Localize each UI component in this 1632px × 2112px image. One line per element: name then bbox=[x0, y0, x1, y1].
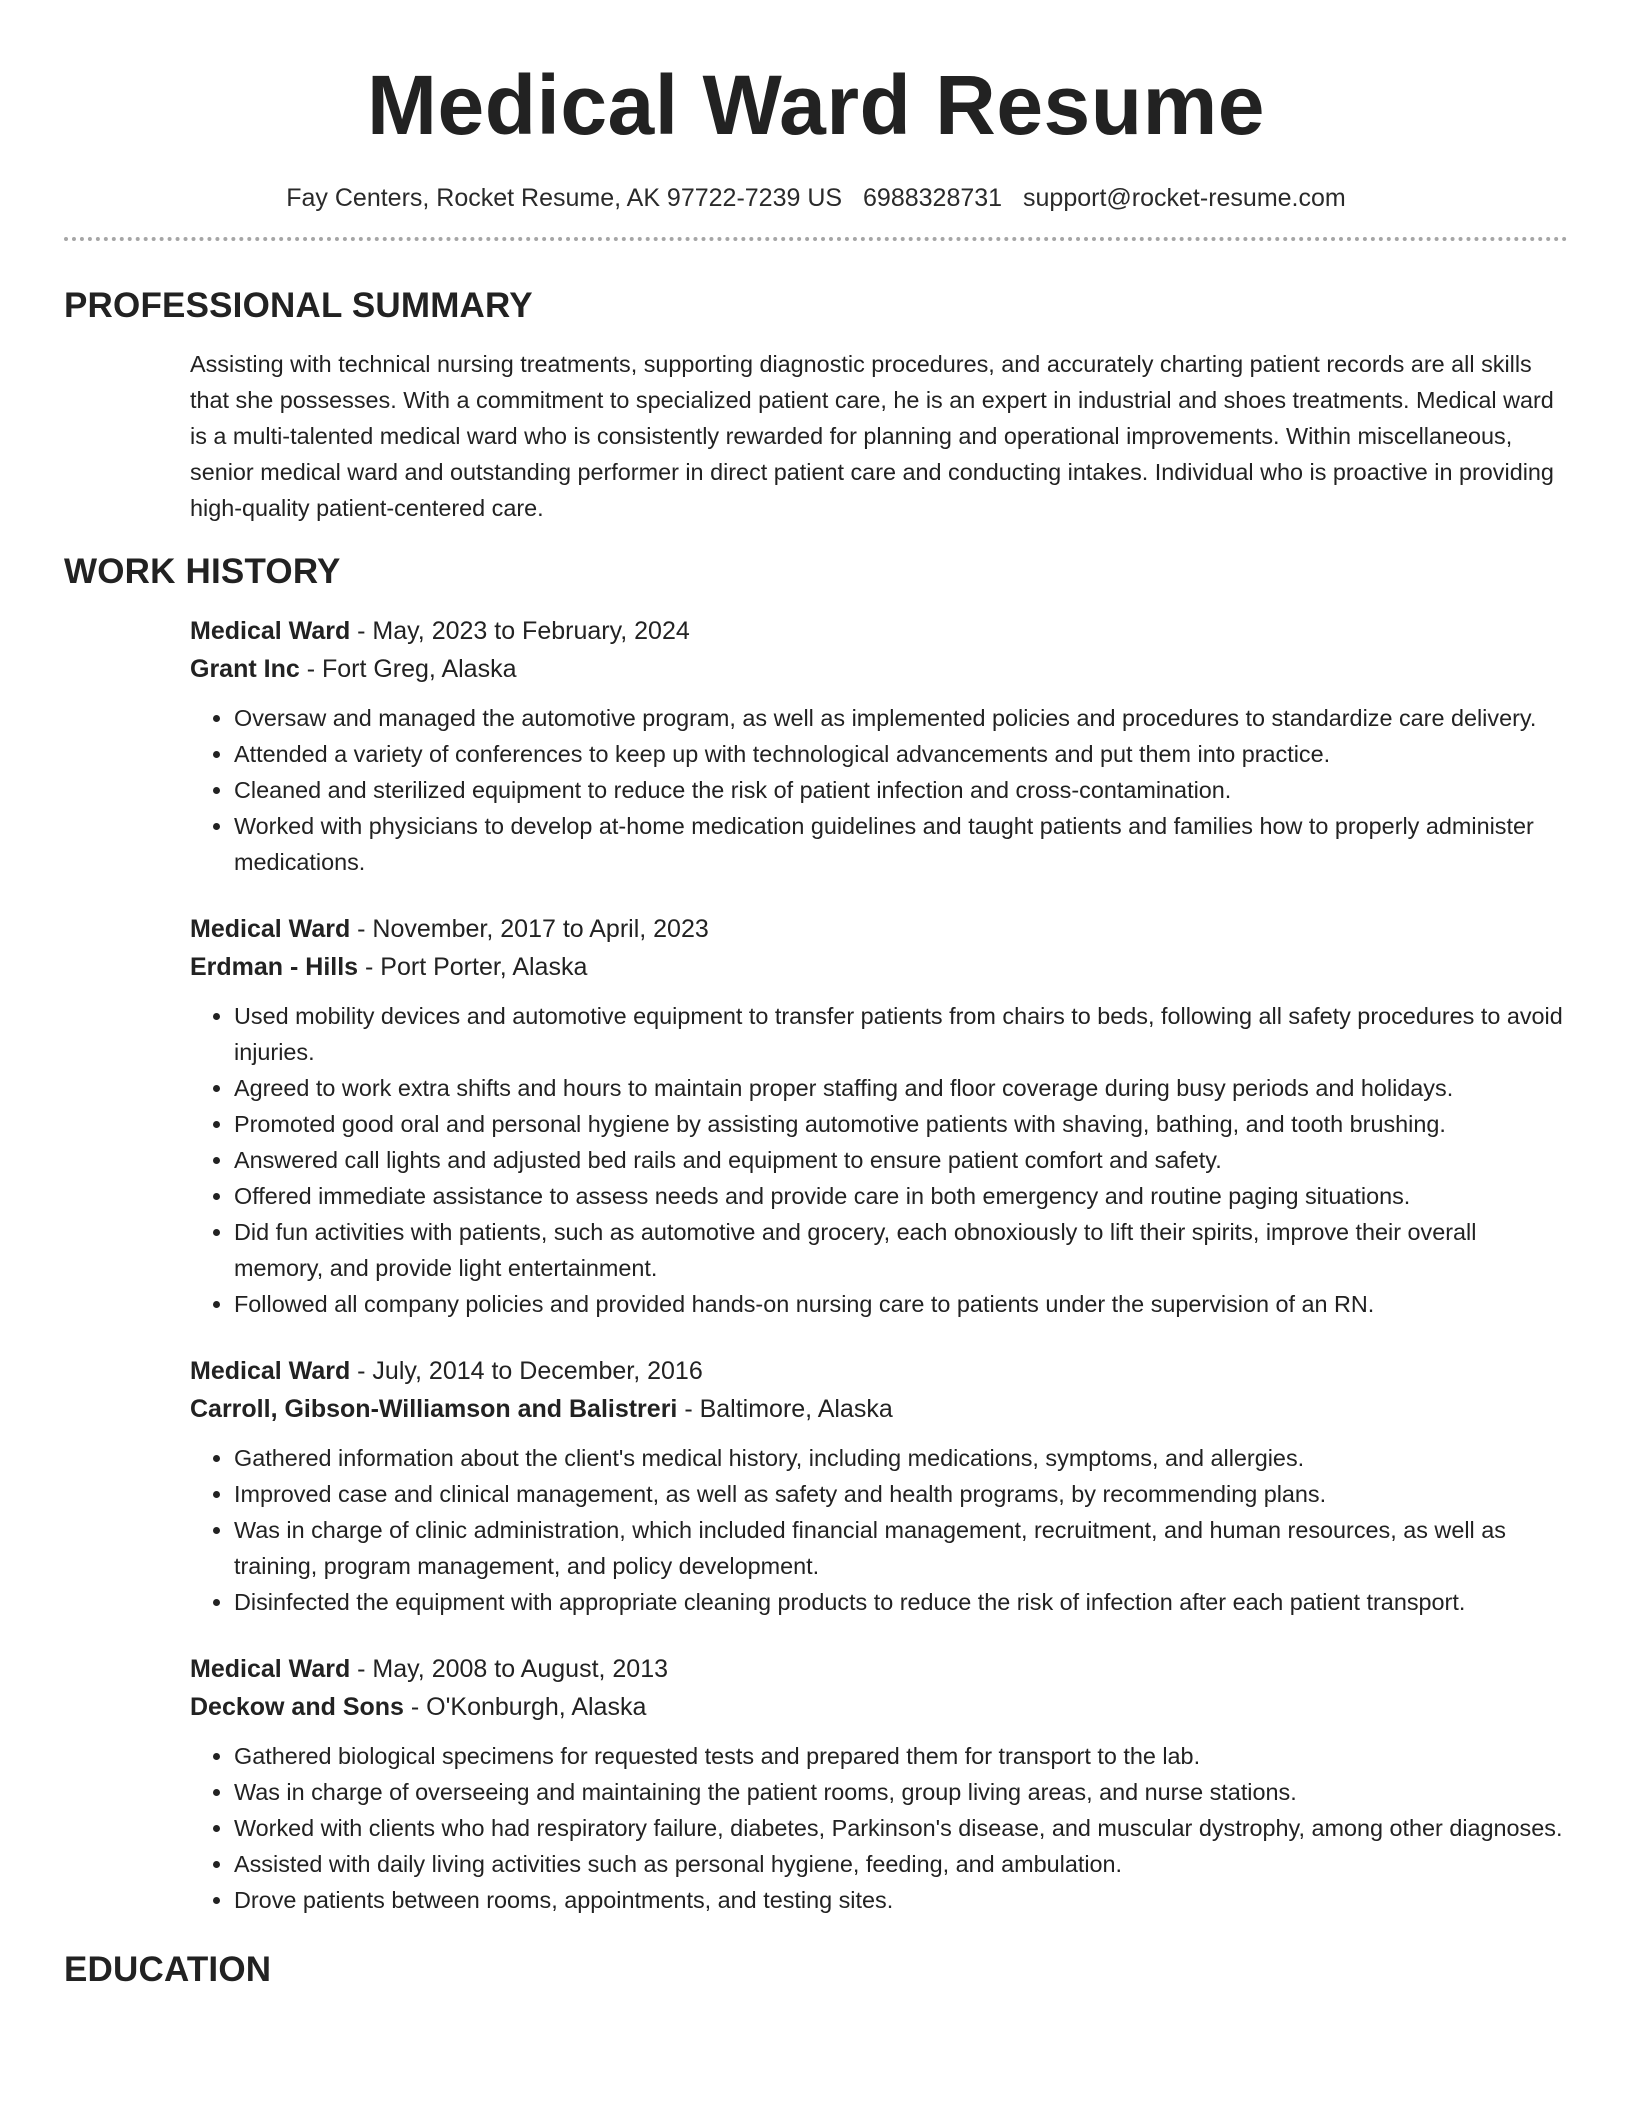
job-bullet: • Gathered biological specimens for requested tests and prepared them for transport to the lab. bbox=[234, 1738, 1568, 1774]
job-role: Medical Ward bbox=[190, 617, 351, 645]
job-bullet: • Was in charge of clinic administration, which included financial management, recruitment, and human resources, as well as training, program management, and policy development. bbox=[234, 1512, 1568, 1584]
job-location: - O'Konburgh, Alaska bbox=[403, 1693, 647, 1721]
job-entry bbox=[190, 910, 1568, 1322]
work-history-list bbox=[64, 612, 1568, 1918]
job-bullets bbox=[190, 1440, 1568, 1620]
job-bullet: • Was in charge of overseeing and maintaining the patient rooms, group living areas, and nurse stations. bbox=[234, 1774, 1568, 1810]
job-entry bbox=[190, 612, 1568, 880]
job-entry bbox=[190, 1650, 1568, 1918]
contact-phone: 6988328731 bbox=[863, 184, 1003, 212]
contact-line bbox=[64, 181, 1568, 215]
job-location: - Baltimore, Alaska bbox=[677, 1395, 893, 1423]
job-bullet: • Promoted good oral and personal hygiene by assisting automotive patients with shaving, bathing, and tooth brushing. bbox=[234, 1106, 1568, 1142]
job-company: Deckow and Sons bbox=[190, 1693, 404, 1721]
contact-email: support@rocket-resume.com bbox=[1023, 184, 1346, 212]
job-bullet: • Disinfected the equipment with appropriate cleaning products to reduce the risk of infection after each patient transport. bbox=[234, 1584, 1568, 1620]
job-bullet: • Worked with physicians to develop at-home medication guidelines and taught patients and families how to properly administer medications. bbox=[234, 808, 1568, 880]
job-location: - Fort Greg, Alaska bbox=[299, 655, 517, 683]
job-dates: - November, 2017 to April, 2023 bbox=[350, 915, 709, 943]
job-role-line bbox=[190, 910, 1568, 948]
job-company: Carroll, Gibson-Williamson and Balistreri bbox=[190, 1395, 678, 1423]
job-role: Medical Ward bbox=[190, 1357, 351, 1385]
job-dates: - May, 2008 to August, 2013 bbox=[350, 1655, 669, 1683]
job-bullet: • Offered immediate assistance to assess needs and provide care in both emergency and routine paging situations. bbox=[234, 1178, 1568, 1214]
job-bullet: • Drove patients between rooms, appointments, and testing sites. bbox=[234, 1882, 1568, 1918]
job-company: Erdman - Hills bbox=[190, 953, 359, 981]
summary-heading: PROFESSIONAL SUMMARY bbox=[64, 286, 533, 325]
job-bullet: • Oversaw and managed the automotive program, as well as implemented policies and procedures to standardize care delivery. bbox=[234, 700, 1568, 736]
work-history-heading: WORK HISTORY bbox=[64, 552, 341, 591]
resume-title: Medical Ward Resume bbox=[367, 58, 1265, 152]
job-bullet: • Assisted with daily living activities such as personal hygiene, feeding, and ambulation. bbox=[234, 1846, 1568, 1882]
job-role-line bbox=[190, 1352, 1568, 1390]
job-bullets bbox=[190, 998, 1568, 1322]
job-bullet: • Answered call lights and adjusted bed rails and equipment to ensure patient comfort and safety. bbox=[234, 1142, 1568, 1178]
job-role-line bbox=[190, 1650, 1568, 1688]
job-bullet: • Did fun activities with patients, such as automotive and grocery, each obnoxiously to lift their spirits, improve their overall memory, and provide light entertainment. bbox=[234, 1214, 1568, 1286]
job-bullet: • Gathered information about the client's medical history, including medications, symptoms, and allergies. bbox=[234, 1440, 1568, 1476]
job-role-line bbox=[190, 612, 1568, 650]
contact-address: Fay Centers, Rocket Resume, AK 97722-7239 US bbox=[286, 184, 843, 212]
job-dates: - May, 2023 to February, 2024 bbox=[350, 617, 690, 645]
job-role: Medical Ward bbox=[190, 1655, 351, 1683]
job-bullet: • Improved case and clinical management, as well as safety and health programs, by recommending plans. bbox=[234, 1476, 1568, 1512]
job-company-line bbox=[190, 948, 1568, 986]
summary-text: Assisting with technical nursing treatments, supporting diagnostic procedures, and accurately charting patient records are all skills that she possesses. With a commitment to specialized patient care, he is an expert in industrial and shoes treatments. Medical ward is a multi-talented medical ward who is consistently rewarded for planning and operational improvements. Within miscellaneous, senior medical ward and outstanding performer in direct patient care and conducting intakes. Individual who is proactive in providing high-quality patient-centered care. bbox=[190, 351, 1554, 521]
job-company-line bbox=[190, 1390, 1568, 1428]
job-bullets bbox=[190, 1738, 1568, 1918]
job-company: Grant Inc bbox=[190, 655, 300, 683]
job-company-line bbox=[190, 650, 1568, 688]
job-bullet: • Followed all company policies and provided hands-on nursing care to patients under the supervision of an RN. bbox=[234, 1286, 1568, 1322]
job-role: Medical Ward bbox=[190, 915, 351, 943]
job-company-line bbox=[190, 1688, 1568, 1726]
job-bullet: • Used mobility devices and automotive equipment to transfer patients from chairs to beds, following all safety procedures to avoid injuries. bbox=[234, 998, 1568, 1070]
job-dates: - July, 2014 to December, 2016 bbox=[350, 1357, 703, 1385]
job-bullet: • Worked with clients who had respiratory failure, diabetes, Parkinson's disease, and muscular dystrophy, among other diagnoses. bbox=[234, 1810, 1568, 1846]
job-bullet: • Agreed to work extra shifts and hours to maintain proper staffing and floor coverage during busy periods and holidays. bbox=[234, 1070, 1568, 1106]
job-bullet: • Attended a variety of conferences to keep up with technological advancements and put them into practice. bbox=[234, 736, 1568, 772]
header-divider bbox=[64, 237, 1568, 241]
job-location: - Port Porter, Alaska bbox=[358, 953, 588, 981]
job-bullet: • Cleaned and sterilized equipment to reduce the risk of patient infection and cross-contamination. bbox=[234, 772, 1568, 808]
job-entry bbox=[190, 1352, 1568, 1620]
job-bullets bbox=[190, 700, 1568, 880]
education-heading: EDUCATION bbox=[64, 1950, 272, 1989]
resume-page bbox=[64, 0, 1568, 1992]
